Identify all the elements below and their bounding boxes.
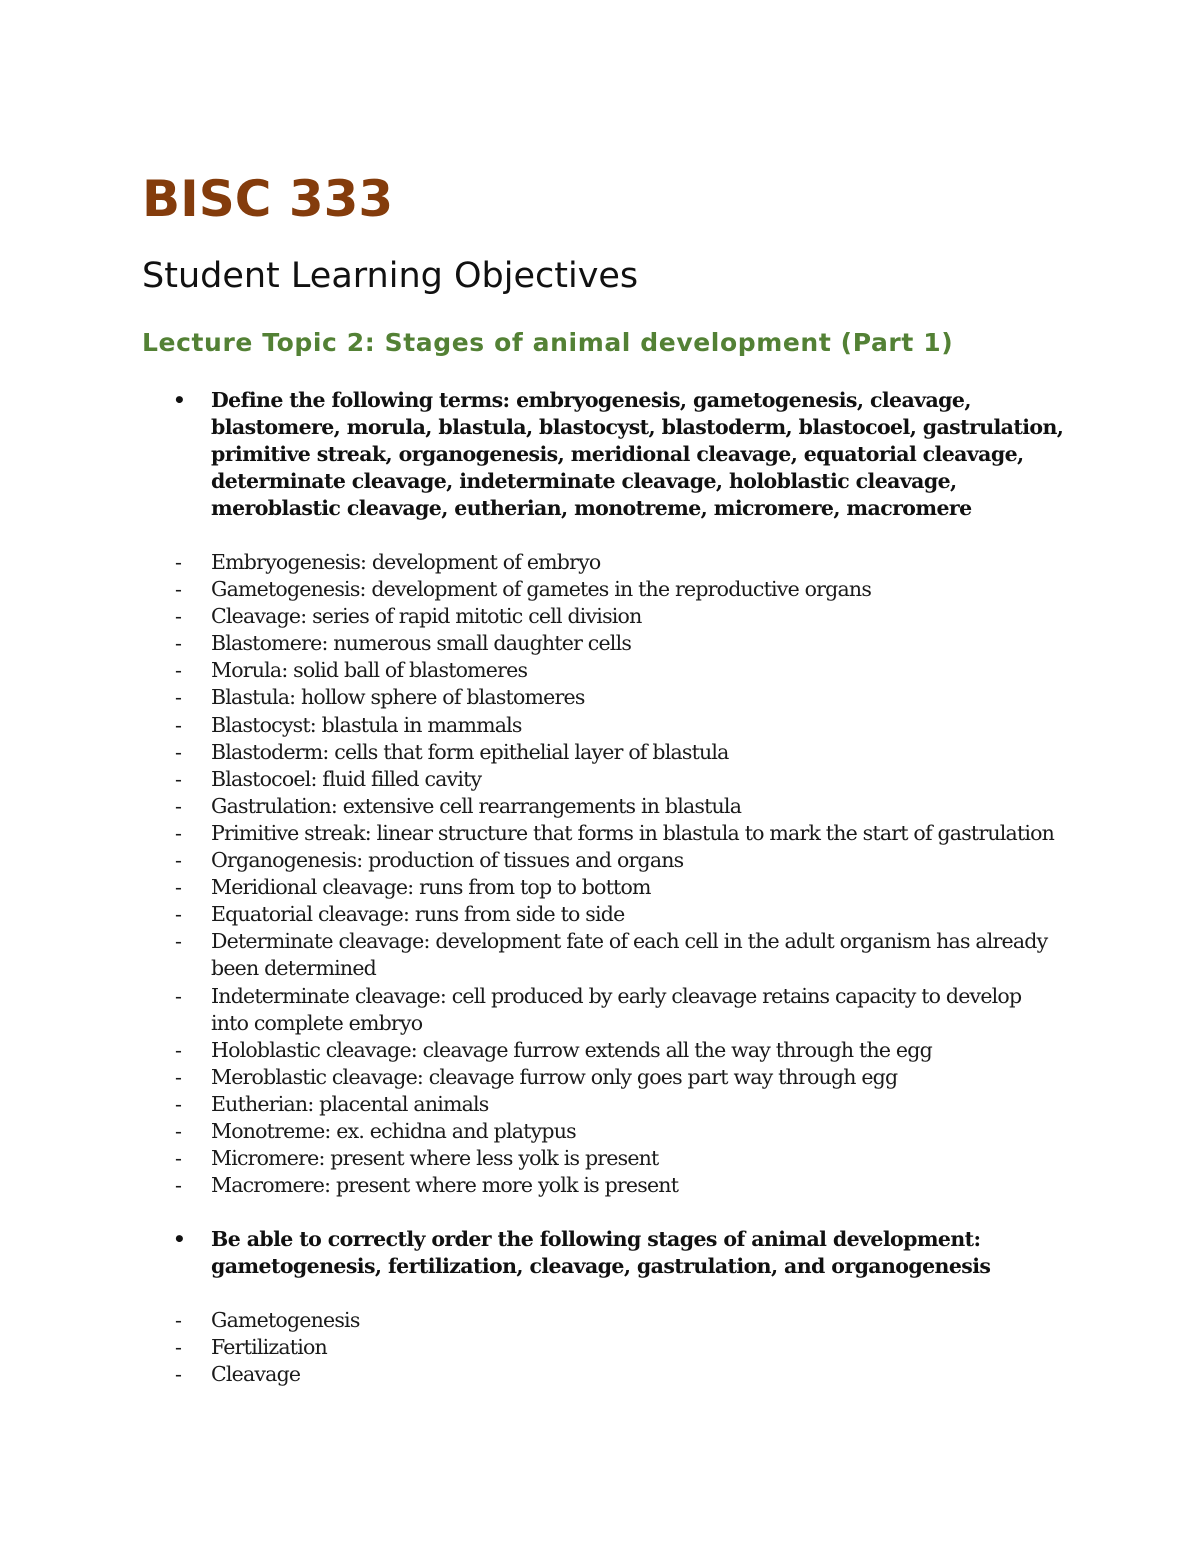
- list-item-text: Morula: solid ball of blastomeres: [211, 658, 528, 683]
- dash-marker: -: [175, 793, 182, 818]
- objective-block-1: [0, 387, 1200, 522]
- list-item-text: Blastocoel: fluid filled cavity: [211, 766, 482, 791]
- dash-marker: -: [175, 1118, 182, 1143]
- list-item: [0, 766, 1200, 793]
- list-item-text: Determinate cleavage: development fate of each cell in the adult organism has already been determined: [211, 929, 1048, 981]
- dash-marker: -: [175, 1091, 182, 1116]
- dash-marker: -: [175, 1146, 182, 1171]
- dash-marker: -: [175, 739, 182, 764]
- list-item: [0, 1037, 1200, 1064]
- list-item-text: Monotreme: ex. echidna and platypus: [211, 1118, 576, 1143]
- objective-text: Define the following terms: embryogenesis, gametogenesis, cleavage, blastomere, morula, blastula, blastocyst, blastoderm, blastocoel, gastrulation, primitive streak, organogenesis, meridional cleavage, equatorial cleavage, determinate cleavage, indeterminate cleavage, holoblastic cleavage, meroblastic cleavage, eutherian, monotreme, micromere, macromere: [211, 388, 1064, 520]
- dash-marker: -: [175, 875, 182, 900]
- list-item-text: Organogenesis: production of tissues and organs: [211, 848, 684, 873]
- dash-marker: -: [175, 1064, 182, 1089]
- definitions-list: [0, 549, 1200, 1199]
- list-item: [0, 847, 1200, 874]
- bullet-icon: •: [173, 388, 186, 412]
- dash-marker: -: [175, 712, 182, 737]
- list-item-text: Cleavage: series of rapid mitotic cell division: [211, 604, 642, 629]
- objective-1: [0, 387, 1200, 522]
- list-item-text: Indeterminate cleavage: cell produced by early cleavage retains capacity to develop into complete embryo: [211, 983, 1022, 1035]
- list-item-text: Micromere: present where less yolk is present: [211, 1146, 659, 1171]
- list-item-text: Gametogenesis: development of gametes in the reproductive organs: [211, 577, 872, 602]
- list-item: [0, 1118, 1200, 1145]
- list-item-text: Embryogenesis: development of embryo: [211, 550, 601, 574]
- objective-2: [0, 1226, 1200, 1280]
- course-code-title: BISC 333: [142, 170, 394, 228]
- list-item: [0, 712, 1200, 739]
- dash-marker: -: [175, 902, 182, 927]
- list-item: [0, 793, 1200, 820]
- dash-marker: -: [175, 604, 182, 629]
- objective-text: Be able to correctly order the following stages of animal development: gametogenesis, fertilization, cleavage, gastrulation, and organogenesis: [211, 1227, 991, 1278]
- list-item: [0, 1145, 1200, 1172]
- list-item: [0, 630, 1200, 657]
- list-item: [0, 1091, 1200, 1118]
- list-item: [0, 549, 1200, 576]
- dash-marker: -: [175, 983, 182, 1008]
- dash-marker: -: [175, 685, 182, 710]
- list-item-text: Holoblastic cleavage: cleavage furrow extends all the way through the egg: [211, 1037, 932, 1062]
- dash-marker: -: [175, 658, 182, 683]
- list-item-text: Primitive streak: linear structure that forms in blastula to mark the start of gastrulation: [211, 820, 1055, 845]
- dash-marker: -: [175, 766, 182, 791]
- list-item: [0, 928, 1200, 982]
- stages-order-list: [0, 1307, 1200, 1388]
- dash-marker: -: [175, 820, 182, 845]
- list-item: [0, 1361, 1200, 1388]
- list-item: [0, 576, 1200, 603]
- list-item-text: Macromere: present where more yolk is present: [211, 1173, 679, 1198]
- list-item: [0, 739, 1200, 766]
- list-item-text: Blastula: hollow sphere of blastomeres: [211, 685, 585, 710]
- dash-marker: -: [175, 1037, 182, 1062]
- list-item-text: Blastoderm: cells that form epithelial layer of blastula: [211, 739, 729, 764]
- list-item-text: Gastrulation: extensive cell rearrangements in blastula: [211, 793, 742, 818]
- dash-marker: -: [175, 577, 182, 602]
- objective-block-2: [0, 1226, 1200, 1280]
- list-item-text: Fertilization: [211, 1335, 327, 1360]
- dash-marker: -: [175, 631, 182, 656]
- dash-marker: -: [175, 929, 182, 954]
- dash-marker: -: [175, 1335, 182, 1360]
- list-item-text: Meridional cleavage: runs from top to bottom: [211, 875, 651, 900]
- dash-marker: -: [175, 848, 182, 873]
- bullet-icon: •: [173, 1227, 186, 1251]
- list-item-text: Blastomere: numerous small daughter cells: [211, 631, 632, 656]
- list-item-text: Cleavage: [211, 1362, 301, 1387]
- document-subtitle: Student Learning Objectives: [142, 256, 639, 296]
- list-item-text: Blastocyst: blastula in mammals: [211, 712, 522, 737]
- list-item: [0, 1307, 1200, 1334]
- dash-marker: -: [175, 1308, 182, 1332]
- list-item: [0, 684, 1200, 711]
- list-item: [0, 603, 1200, 630]
- list-item: [0, 983, 1200, 1037]
- list-item-text: Gametogenesis: [211, 1308, 360, 1332]
- list-item: [0, 1334, 1200, 1361]
- list-item: [0, 874, 1200, 901]
- dash-marker: -: [175, 1173, 182, 1198]
- list-item: [0, 1172, 1200, 1199]
- list-item: [0, 1064, 1200, 1091]
- list-item-text: Meroblastic cleavage: cleavage furrow only goes part way through egg: [211, 1064, 898, 1089]
- dash-marker: -: [175, 1362, 182, 1387]
- list-item-text: Eutherian: placental animals: [211, 1091, 489, 1116]
- lecture-topic-heading: Lecture Topic 2: Stages of animal development (Part 1): [142, 328, 954, 357]
- list-item: [0, 901, 1200, 928]
- list-item: [0, 820, 1200, 847]
- dash-marker: -: [175, 550, 182, 574]
- list-item-text: Equatorial cleavage: runs from side to side: [211, 902, 625, 927]
- list-item: [0, 657, 1200, 684]
